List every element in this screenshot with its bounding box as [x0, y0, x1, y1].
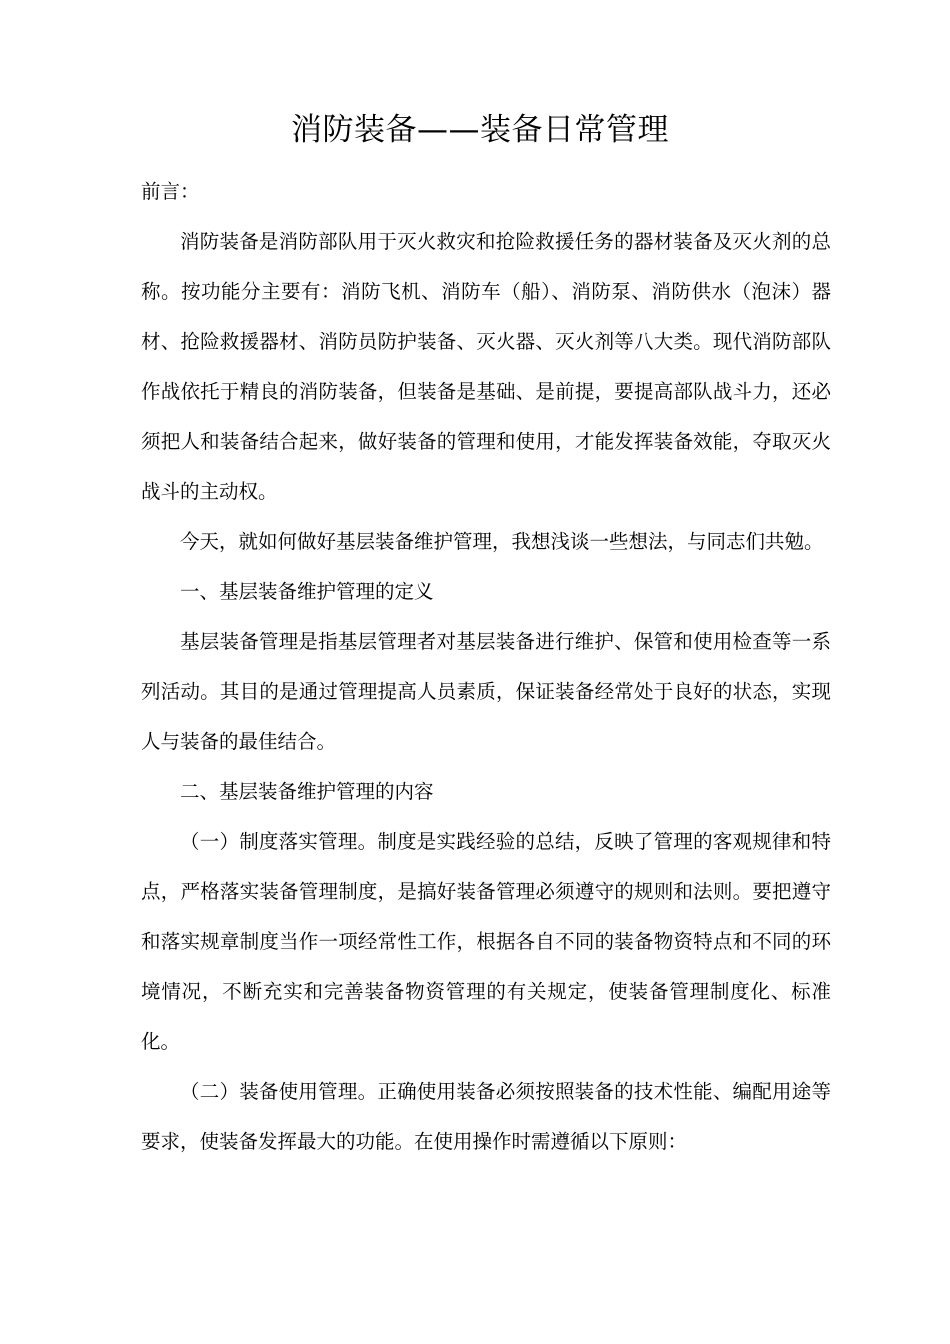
paragraph-system-management: （一）制度落实管理。制度是实践经验的总结，反映了管理的客观规律和特点，严格落实装备管理制度，是搞好装备管理必须遵守的规则和法则。要把遵守和落实规章制度当作一项经常性工作，根据各自不同的装备物资特点和不同的环境情况，不断充实和完善装备物资管理的有关规定，使装备管理制度化、标准化。 [141, 830, 831, 1053]
paragraph-definition: 基层装备管理是指基层管理者对基层装备进行维护、保管和使用检查等一系列活动。其目的是通过管理提高人员素质，保证装备经常处于良好的状态，实现人与装备的最佳结合。 [141, 630, 831, 753]
paragraph-usage-management: （二）装备使用管理。正确使用装备必须按照装备的技术性能、编配用途等要求，使装备发挥最大的功能。在使用操作时需遵循以下原则： [141, 1080, 831, 1153]
document-title: 消防装备——装备日常管理 [291, 112, 669, 148]
paragraph-purpose: 今天，就如何做好基层装备维护管理，我想浅谈一些想法，与同志们共勉。 [180, 530, 824, 553]
paragraph-intro: 消防装备是消防部队用于灭火救灾和抢险救援任务的器材装备及灭火剂的总称。按功能分主要有：消防飞机、消防车（船）、消防泵、消防供水（泡沫）器材、抢险救援器材、消防员防护装备、灭火器、灭火剂等八大类。现代消防部队作战依托于精良的消防装备，但装备是基础、是前提，要提高部队战斗力，还必须把人和装备结合起来，做好装备的管理和使用，才能发挥装备效能，夺取灭火战斗的主动权。 [141, 230, 831, 503]
section-heading-definition: 一、基层装备维护管理的定义 [180, 580, 434, 603]
document-body [141, 167, 831, 1167]
preface-label: 前言： [141, 180, 200, 203]
section-heading-content: 二、基层装备维护管理的内容 [180, 780, 434, 803]
